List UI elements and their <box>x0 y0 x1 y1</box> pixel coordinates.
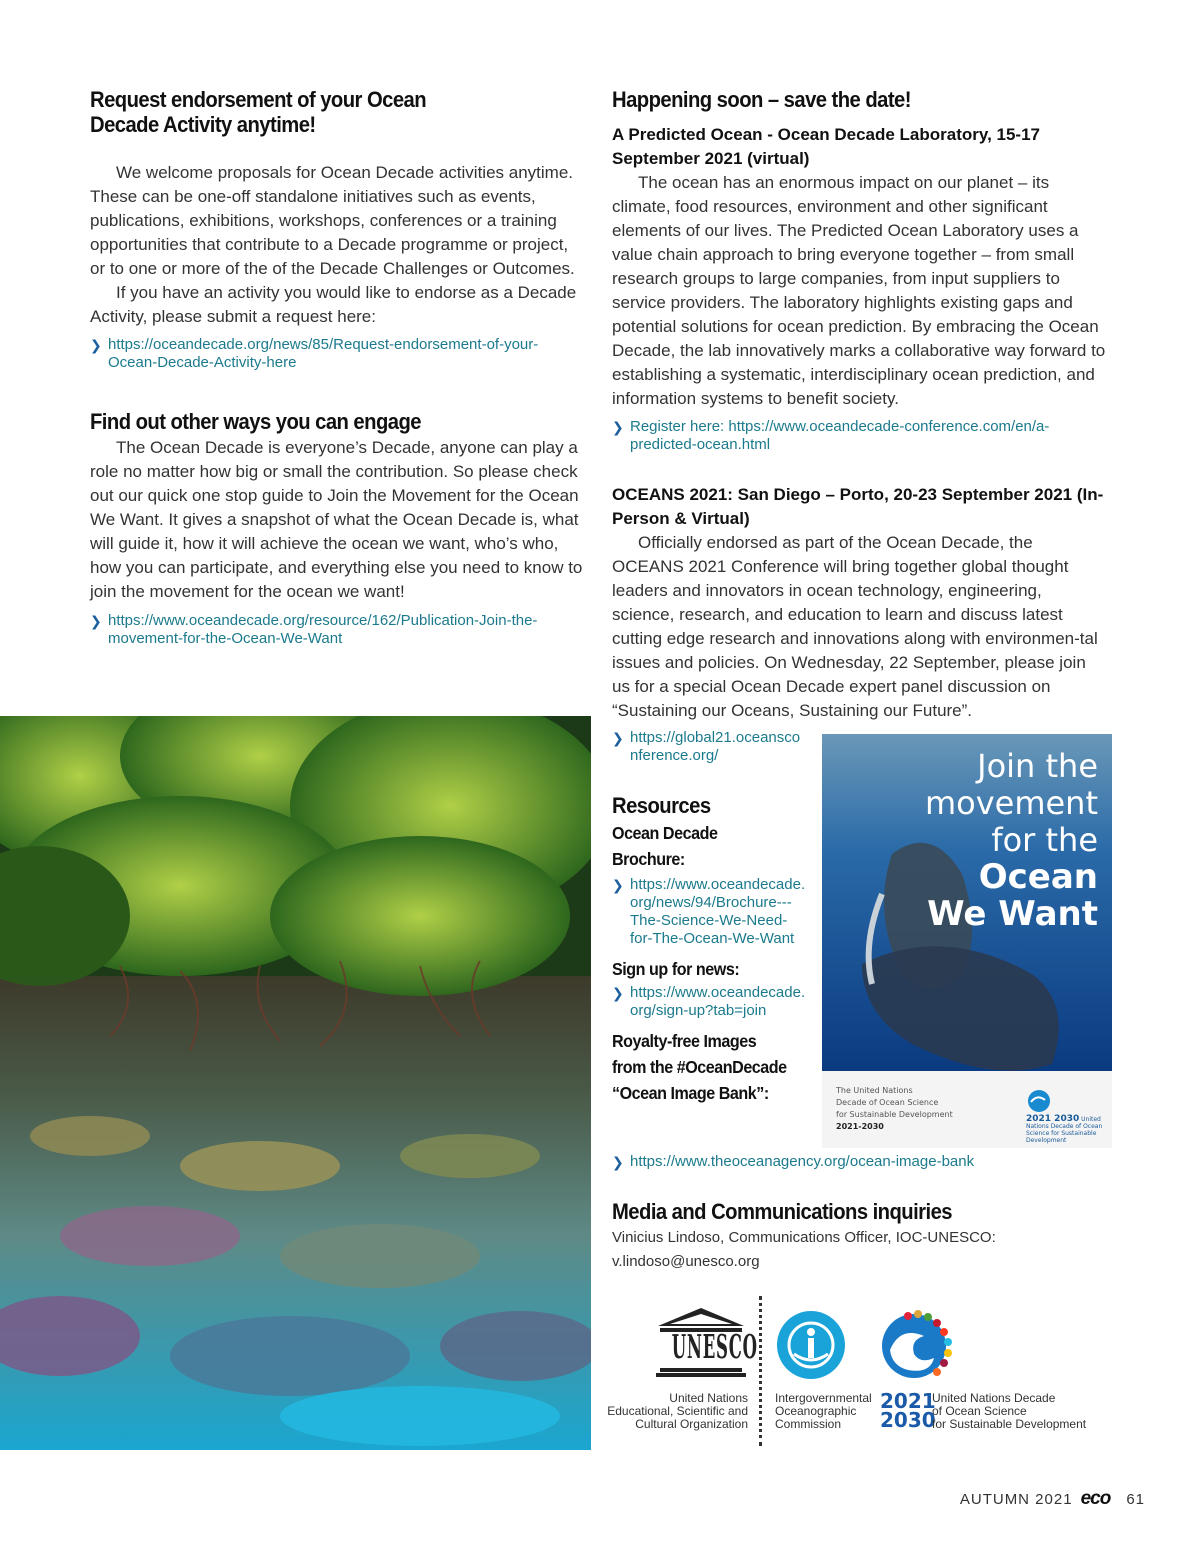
ioc-label-line: Commission <box>775 1417 842 1431</box>
poster-logo-years: 2021 2030 <box>1026 1114 1080 1124</box>
poster-logo-text <box>1026 1116 1106 1144</box>
image-bank-label <box>612 1028 792 1106</box>
decade-label-line: of Ocean Science <box>932 1404 1027 1418</box>
media-section <box>612 1199 1108 1274</box>
engage-heading: Find out other ways you can engage <box>90 409 421 434</box>
poster-line: We Want <box>927 894 1098 934</box>
label-line: from the #OceanDecade <box>612 1057 787 1077</box>
decade-year: 2030 <box>880 1408 936 1432</box>
brochure-label: Ocean Decade Brochure: <box>612 823 718 869</box>
decade-logo-icon <box>1026 1088 1052 1114</box>
decade-label-line: United Nations Decade <box>932 1391 1056 1405</box>
footer-page-number: 61 <box>1126 1491 1145 1508</box>
endorsement-heading <box>90 87 545 137</box>
event1-title: A Predicted Ocean - Ocean Decade Laboratory, 15-17 September 2021 (virtual) <box>612 125 1040 168</box>
poster-footer-text <box>836 1085 953 1133</box>
signup-link-item[interactable] <box>612 984 808 1020</box>
unesco-wordmark: UNESCO <box>671 1328 758 1367</box>
poster-line: movement <box>924 784 1098 822</box>
event2-link[interactable]: https://global21.oceansconference.org/ <box>630 729 801 764</box>
brochure-link[interactable]: https://www.oceandecade.org/news/94/Brochure---The-Science-We-Need-for-The-Ocean-We-Want <box>630 876 806 947</box>
decade-years <box>880 1389 936 1432</box>
media-contact: Vinicius Lindoso, Communications Officer, IOC-UNESCO: v.lindoso@unesco.org <box>612 1229 996 1270</box>
oceans2021-section <box>612 483 1108 723</box>
logo-divider <box>759 1296 765 1446</box>
events-heading: Happening soon – save the date! <box>612 87 911 112</box>
chevron-right-icon: ❯ <box>612 1154 624 1170</box>
partner-logos <box>604 1296 1104 1448</box>
signup-label: Sign up for news: <box>612 959 740 979</box>
image-bank-link-row[interactable] <box>612 1153 1112 1171</box>
events-section <box>612 87 1108 454</box>
heading-line: Decade Activity anytime! <box>90 112 316 137</box>
poster-footer-line: for Sustainable Development <box>836 1110 953 1119</box>
engage-paragraph: The Ocean Decade is everyone’s Decade, anyone can play a role no matter how big or small the contribution. So please check out our quick one stop guide to Join the Movement for the Ocean We Want. It gives a snapshot of what the Ocean Decade is, what will guide it, how it will achieve the ocean we want, who’s who, how you can participate, and everything else you need to know to join the movement for the ocean we want! <box>90 438 583 601</box>
chevron-right-icon: ❯ <box>612 419 624 435</box>
decade-label-line: for Sustainable Development <box>932 1417 1087 1431</box>
ioc-label-line: Intergovernmental <box>775 1391 872 1405</box>
endorsement-paragraph: We welcome proposals for Ocean Decade activities anytime. These can be one-off standalone initiatives such as events, publications, exhibitions, workshops, conferences or a training opportunities that contribute to a Decade programme or project, or to one or more of the of the Decade Challenges or Outcomes. <box>90 163 575 278</box>
engage-link-item[interactable] <box>90 612 585 648</box>
footer-brand: eco <box>1080 1488 1111 1509</box>
unesco-label-line: United Nations <box>669 1391 748 1405</box>
ioc-label <box>775 1392 885 1431</box>
poster-logo-label: United Nations Decade of Ocean Science for Sustainable Development <box>1026 1116 1103 1144</box>
decade-year: 2021 <box>880 1389 936 1413</box>
event2-link-item[interactable] <box>612 729 804 765</box>
poster-line: Join the <box>977 747 1098 785</box>
poster-footer-line: The United Nations <box>836 1086 913 1095</box>
event2-link-row[interactable] <box>612 729 804 765</box>
poster-line: for the <box>991 821 1098 859</box>
endorsement-link[interactable]: https://oceandecade.org/news/85/Request-endorsement-of-your-Ocean-Decade-Activity-here <box>108 336 539 371</box>
ioc-icon <box>776 1310 846 1380</box>
event2-paragraph: Officially endorsed as part of the Ocean Decade, the OCEANS 2021 Conference will bring together global thought leaders and innovators in ocean technology, engineering, science, research, and education to learn and discuss latest cutting edge research and innovations along with environmen-tal issues and policies. On Wednesday, 22 September, please join us for a special Ocean Decade expert panel discussion on “Sustaining our Oceans, Sustaining our Future”. <box>612 533 1098 720</box>
chevron-right-icon: ❯ <box>90 337 102 353</box>
decade-label <box>932 1392 1104 1431</box>
chevron-right-icon: ❯ <box>612 877 624 893</box>
resources-section <box>612 793 808 1106</box>
page-footer <box>960 1488 1145 1510</box>
unesco-label-line: Cultural Organization <box>635 1417 748 1431</box>
chevron-right-icon: ❯ <box>612 730 624 746</box>
label-line: “Ocean Image Bank”: <box>612 1083 769 1103</box>
unesco-label-line: Educational, Scientific and <box>607 1404 748 1418</box>
ioc-label-line: Oceanographic <box>775 1404 857 1418</box>
resources-heading: Resources <box>612 793 711 818</box>
chevron-right-icon: ❯ <box>612 985 624 1001</box>
footer-season: AUTUMN 2021 <box>959 1491 1073 1508</box>
unesco-label <box>604 1392 748 1431</box>
signup-link[interactable]: https://www.oceandecade.org/sign-up?tab=join <box>630 984 806 1019</box>
ocean-we-want-poster <box>822 734 1112 1148</box>
heading-line: Request endorsement of your Ocean <box>90 87 427 112</box>
poster-footer-line: Decade of Ocean Science <box>836 1098 939 1107</box>
ocean-decade-icon <box>880 1310 956 1380</box>
poster-footer-line: 2021-2030 <box>836 1122 884 1131</box>
engage-link[interactable]: https://www.oceandecade.org/resource/162/Publication-Join-the-movement-for-the-Ocean-We-Want <box>108 612 538 647</box>
media-heading: Media and Communications inquiries <box>612 1199 952 1224</box>
poster-line: Ocean <box>978 857 1098 897</box>
engage-section <box>90 409 585 648</box>
event2-title: OCEANS 2021: San Diego – Porto, 20-23 September 2021 (In-Person & Virtual) <box>612 485 1104 528</box>
label-line: Royalty-free Images <box>612 1031 757 1051</box>
endorsement-paragraph-2: If you have an activity you would like to endorse as a Decade Activity, please submit a request here: <box>90 283 577 326</box>
event1-link-item[interactable] <box>612 418 1108 454</box>
event1-link[interactable]: Register here: https://www.oceandecade-conference.com/en/a-predicted-ocean.html <box>630 418 1050 453</box>
event1-paragraph: The ocean has an enormous impact on our planet – its climate, food resources, environment and other significant elements of our lives. The Predicted Ocean Laboratory uses a value chain approach to bring everyone together – from small research groups to large companies, from input suppliers to service providers. The laboratory highlights existing gaps and potential solutions for ocean prediction. By embracing the Ocean Decade, the lab innovatively marks a collaborative way forward to establishing a systematic, interdisciplinary ocean prediction, and information systems to benefit society. <box>612 173 1106 408</box>
mangrove-coral-illustration <box>0 716 591 1450</box>
brochure-link-item[interactable] <box>612 876 808 948</box>
endorsement-section <box>90 87 585 372</box>
image-bank-link-item[interactable] <box>612 1153 1112 1171</box>
poster-title <box>925 748 1098 933</box>
image-bank-link[interactable]: https://www.theoceanagency.org/ocean-image-bank <box>630 1153 975 1170</box>
mangrove-coral-photo <box>0 716 591 1450</box>
chevron-right-icon: ❯ <box>90 613 102 629</box>
endorsement-link-item[interactable] <box>90 336 585 372</box>
